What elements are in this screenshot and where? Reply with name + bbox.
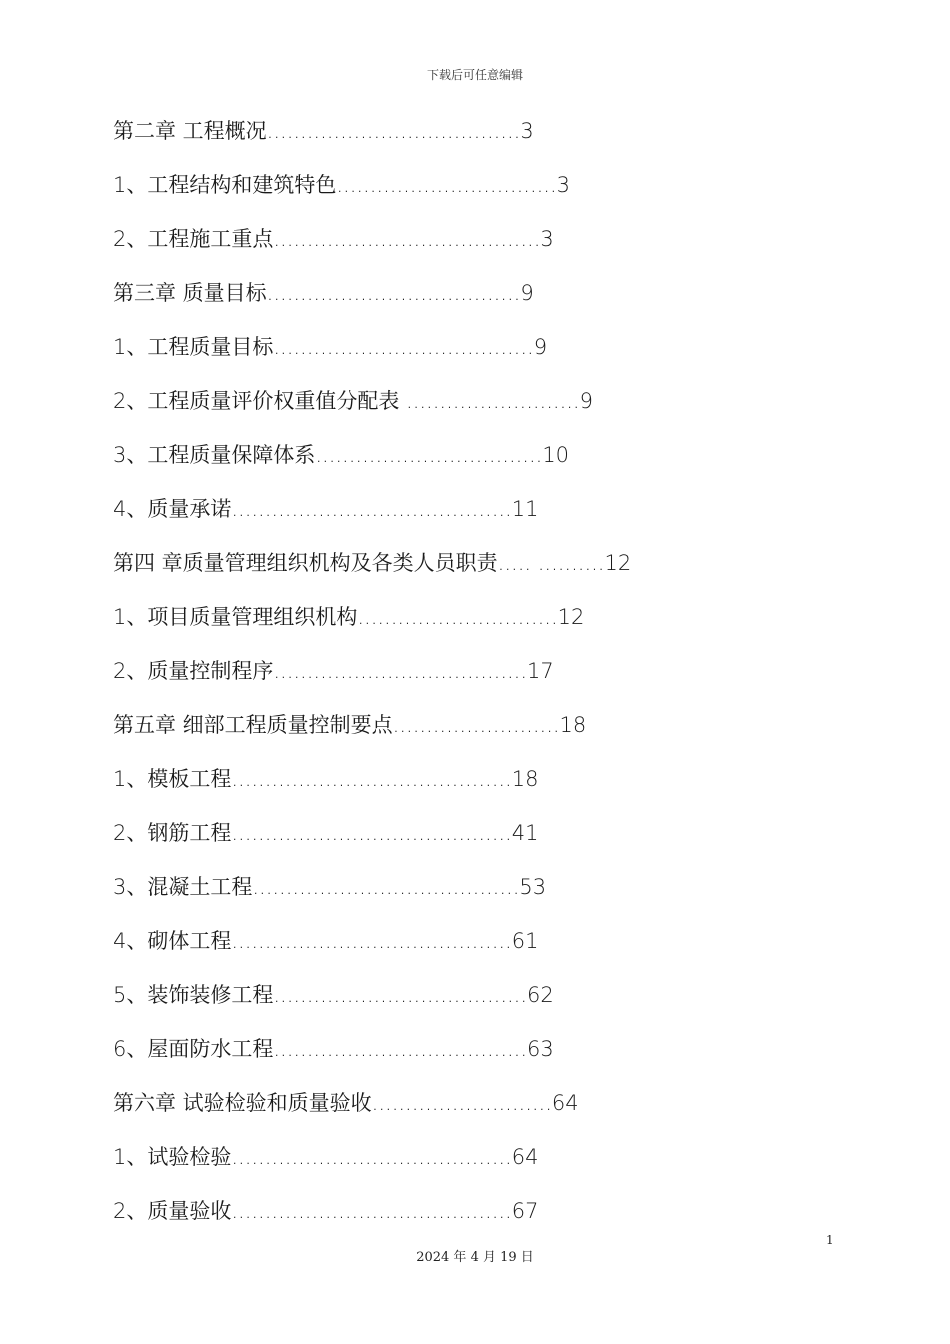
toc-entry-text: 第二章 工程概况......................................3 [113,119,534,143]
toc-entry-text: 2、质量控制程序......................................17 [113,659,554,683]
toc-entry-text: 3、工程质量保障体系..................................10 [113,443,570,467]
toc-entry-text: 2、工程质量评价权重值分配表 ..........................9 [113,389,593,413]
toc-entry[interactable] [113,976,833,1030]
toc-entry-text: 4、砌体工程..........................................61 [113,929,539,953]
toc-entry-text: 1、试验检验..........................................64 [113,1145,539,1169]
toc-entry-chapter-4[interactable] [113,544,833,598]
toc-entry-text: 第四 章质量管理组织机构及各类人员职责..... ..........12 [113,551,632,575]
toc-entry-chapter-2[interactable] [113,112,833,166]
page-number: 1 [826,1233,834,1247]
toc-entry[interactable] [113,814,833,868]
toc-entry-text: 第六章 试验检验和质量验收...........................64 [113,1091,579,1115]
toc-entry-text: 2、工程施工重点........................................3 [113,227,554,251]
toc-entry-text: 5、装饰装修工程......................................62 [113,983,554,1007]
toc-entry[interactable] [113,922,833,976]
toc-entry-text: 第三章 质量目标......................................9 [113,281,534,305]
toc-entry[interactable] [113,490,833,544]
toc-entry-chapter-3[interactable] [113,274,833,328]
toc-entry-text: 4、质量承诺..........................................11 [113,497,539,521]
toc-entry-text: 1、项目质量管理组织机构..............................12 [113,605,585,629]
toc-entry[interactable] [113,652,833,706]
toc-entry-text: 3、混凝土工程........................................53 [113,875,547,899]
toc-entry-text: 第五章 细部工程质量控制要点.........................18 [113,713,587,737]
toc-entry[interactable] [113,436,833,490]
table-of-contents [113,112,833,1246]
toc-entry[interactable] [113,220,833,274]
toc-entry-text: 1、工程结构和建筑特色.................................3 [113,173,571,197]
toc-entry[interactable] [113,328,833,382]
toc-entry[interactable] [113,868,833,922]
toc-entry-chapter-5[interactable] [113,706,833,760]
toc-entry-text: 1、模板工程..........................................18 [113,767,539,791]
footer-date: 2024 年 4 月 19 日 [416,1250,534,1265]
toc-entry[interactable] [113,1192,833,1246]
toc-entry-text: 6、屋面防水工程......................................63 [113,1037,554,1061]
toc-entry[interactable] [113,1138,833,1192]
toc-entry[interactable] [113,598,833,652]
toc-entry[interactable] [113,382,833,436]
toc-entry-text: 2、钢筋工程..........................................41 [113,821,539,845]
toc-entry[interactable] [113,1030,833,1084]
toc-entry-chapter-6[interactable] [113,1084,833,1138]
header-note: 下载后可任意编辑 [426,68,523,82]
toc-entry-text: 2、质量验收..........................................67 [113,1199,539,1223]
toc-entry[interactable] [113,760,833,814]
toc-entry-text: 1、工程质量目标.......................................9 [113,335,548,359]
toc-entry[interactable] [113,166,833,220]
